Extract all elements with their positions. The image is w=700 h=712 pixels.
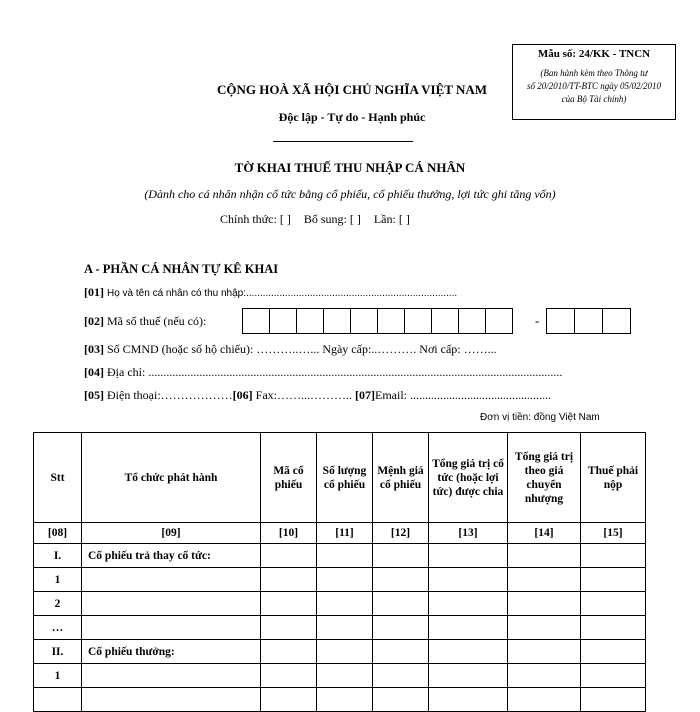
phone-field[interactable]: Điện thoại:……………… (107, 388, 233, 402)
code-cell: [11] (317, 523, 373, 544)
table-cell[interactable] (429, 592, 508, 616)
tax-digit-box[interactable] (269, 308, 297, 334)
table-cell[interactable] (581, 592, 646, 616)
tax-code-boxes[interactable] (242, 308, 512, 334)
table-cell[interactable] (82, 568, 261, 592)
table-cell[interactable] (373, 544, 429, 568)
field-code: [04] (84, 365, 104, 379)
table-cell[interactable] (82, 616, 261, 640)
tax-digit-box[interactable] (296, 308, 324, 334)
tax-digit-box[interactable] (546, 308, 575, 334)
tax-digit-box[interactable] (323, 308, 351, 334)
table-cell[interactable] (317, 592, 373, 616)
field-03 (84, 342, 497, 357)
table-cell[interactable] (373, 568, 429, 592)
table-cell[interactable] (317, 568, 373, 592)
table-cell[interactable] (317, 640, 373, 664)
issued-line-3: của Bộ Tài chính) (561, 94, 627, 104)
email-field[interactable]: Email: ............................................... (375, 388, 551, 402)
field-05-07 (84, 388, 551, 403)
table-cell[interactable] (429, 544, 508, 568)
table-cell[interactable] (373, 664, 429, 688)
stt-cell: II. (34, 640, 82, 664)
document-title: TỜ KHAI THUẾ THU NHẬP CÁ NHÂN (234, 160, 466, 175)
code-cell: [10] (261, 523, 317, 544)
header-par-value: Mệnh giá cổ phiếu (373, 433, 429, 523)
table-cell[interactable] (508, 568, 581, 592)
table-cell[interactable] (508, 640, 581, 664)
header-stt: Stt (34, 433, 82, 523)
declaration-kind (220, 212, 420, 227)
stt-cell: 2 (34, 592, 82, 616)
header-issuer: Tổ chức phát hành (82, 433, 261, 523)
table-code-row (34, 523, 646, 544)
table-cell[interactable] (508, 544, 581, 568)
table-cell[interactable] (429, 568, 508, 592)
form-code: Mẫu số: 24/KK - TNCN (537, 48, 651, 60)
header-tax-payable: Thuế phải nộp (581, 433, 646, 523)
table-cell[interactable] (429, 640, 508, 664)
table-cell[interactable] (429, 664, 508, 688)
field-code: [01] (84, 285, 104, 299)
form-issued-note (513, 67, 675, 106)
section-label: Cổ phiếu trả thay cổ tức: (82, 544, 261, 568)
table-row (34, 592, 646, 616)
code-cell: [14] (508, 523, 581, 544)
stt-cell: … (34, 616, 82, 640)
header-stock-code: Mã cổ phiếu (261, 433, 317, 523)
table-row (34, 640, 646, 664)
table-cell[interactable] (261, 544, 317, 568)
tax-digit-box[interactable] (574, 308, 603, 334)
code-cell: [09] (82, 523, 261, 544)
header-transfer-value: Tổng giá trị theo giá chuyển nhượng (508, 433, 581, 523)
table-cell[interactable] (261, 616, 317, 640)
table-cell[interactable] (581, 616, 646, 640)
table-cell[interactable] (373, 640, 429, 664)
stt-cell: 1 (34, 664, 82, 688)
table-cell[interactable] (581, 544, 646, 568)
currency-note: Đơn vị tiền: đồng Việt Nam (480, 412, 600, 423)
tax-code-suffix-boxes[interactable] (546, 308, 630, 334)
address-field[interactable]: Địa chỉ: .......................................................................................................................................... (107, 365, 563, 379)
stt-cell: I. (34, 544, 82, 568)
table-row (34, 568, 646, 592)
tax-digit-box[interactable] (404, 308, 432, 334)
field-code: [07] (355, 388, 375, 402)
tax-digit-box[interactable] (350, 308, 378, 334)
dividend-table (33, 432, 646, 712)
tax-digit-box[interactable] (485, 308, 513, 334)
code-cell: [12] (373, 523, 429, 544)
table-cell[interactable] (317, 616, 373, 640)
table-cell[interactable] (317, 544, 373, 568)
code-cell: [15] (581, 523, 646, 544)
table-cell[interactable] (508, 616, 581, 640)
field-01 (84, 285, 457, 300)
table-cell[interactable] (82, 592, 261, 616)
table-cell[interactable] (581, 664, 646, 688)
table-cell[interactable] (261, 592, 317, 616)
header-dividend-total: Tổng giá trị cổ tức (hoặc lợi tức) được chia (429, 433, 508, 523)
section-label: Cổ phiếu thưởng: (82, 640, 261, 664)
table-row (34, 616, 646, 640)
table-cell[interactable] (373, 616, 429, 640)
name-field[interactable]: Họ và tên cá nhân có thu nhập:............................................................................ (107, 288, 458, 299)
form-code-box (512, 44, 676, 120)
table-cell[interactable] (581, 640, 646, 664)
header-quantity: Số lượng cổ phiếu (317, 433, 373, 523)
motto-underline (273, 141, 413, 142)
tax-code-dash: - (535, 313, 540, 328)
issued-line-2: số 20/2010/TT-BTC ngày 05/02/2010 (526, 81, 662, 91)
table-cell[interactable] (508, 592, 581, 616)
table-row (34, 664, 646, 688)
nation-heading: CỘNG HOÀ XÃ HỘI CHỦ NGHĨA VIỆT NAM (216, 82, 488, 97)
table-cell[interactable] (317, 664, 373, 688)
table-cell[interactable] (373, 592, 429, 616)
supplement-checkbox[interactable]: Bổ sung: [ ] (303, 212, 361, 226)
table-cell[interactable] (82, 664, 261, 688)
tax-digit-box[interactable] (377, 308, 405, 334)
table-cell[interactable] (261, 640, 317, 664)
field-code: [05] (84, 388, 104, 402)
tax-digit-box[interactable] (242, 308, 270, 334)
field-04 (84, 365, 562, 380)
stt-cell: 1 (34, 568, 82, 592)
code-cell: [08] (34, 523, 82, 544)
table-header-row (34, 433, 646, 523)
field-code: [06] (232, 388, 253, 402)
code-cell: [13] (429, 523, 508, 544)
official-checkbox[interactable]: Chính thức: [ ] (220, 212, 291, 226)
field-02 (84, 314, 206, 329)
table-cell[interactable] (429, 616, 508, 640)
motto: Độc lập - Tự do - Hạnh phúc (278, 110, 426, 124)
tax-digit-box[interactable] (458, 308, 486, 334)
document-subtitle: (Dành cho cá nhân nhận cổ tức bằng cổ phiếu, cổ phiếu thưởng, lợi tức ghi tăng vốn) (144, 187, 556, 201)
table-cell[interactable] (261, 664, 317, 688)
table-cell[interactable] (508, 664, 581, 688)
issued-line-1: (Ban hành kèm theo Thông tư (540, 68, 648, 78)
fax-field[interactable]: Fax:……...……….. (255, 388, 355, 402)
table-cell[interactable] (261, 568, 317, 592)
tax-digit-box[interactable] (431, 308, 459, 334)
section-a-title: A - PHẦN CÁ NHÂN TỰ KÊ KHAI (84, 262, 279, 276)
id-card-field[interactable]: Số CMND (hoặc số hộ chiếu): ………..…... Ngày cấp:..………. Nơi cấp: ……... (107, 342, 497, 356)
field-code: [03] (84, 342, 104, 356)
tax-code-label: Mã số thuế (nếu có): (107, 314, 207, 328)
tax-digit-box[interactable] (602, 308, 631, 334)
table-row (34, 544, 646, 568)
times-field[interactable]: Lần: [ ] (373, 212, 410, 226)
field-code: [02] (84, 314, 104, 328)
table-cell[interactable] (581, 568, 646, 592)
